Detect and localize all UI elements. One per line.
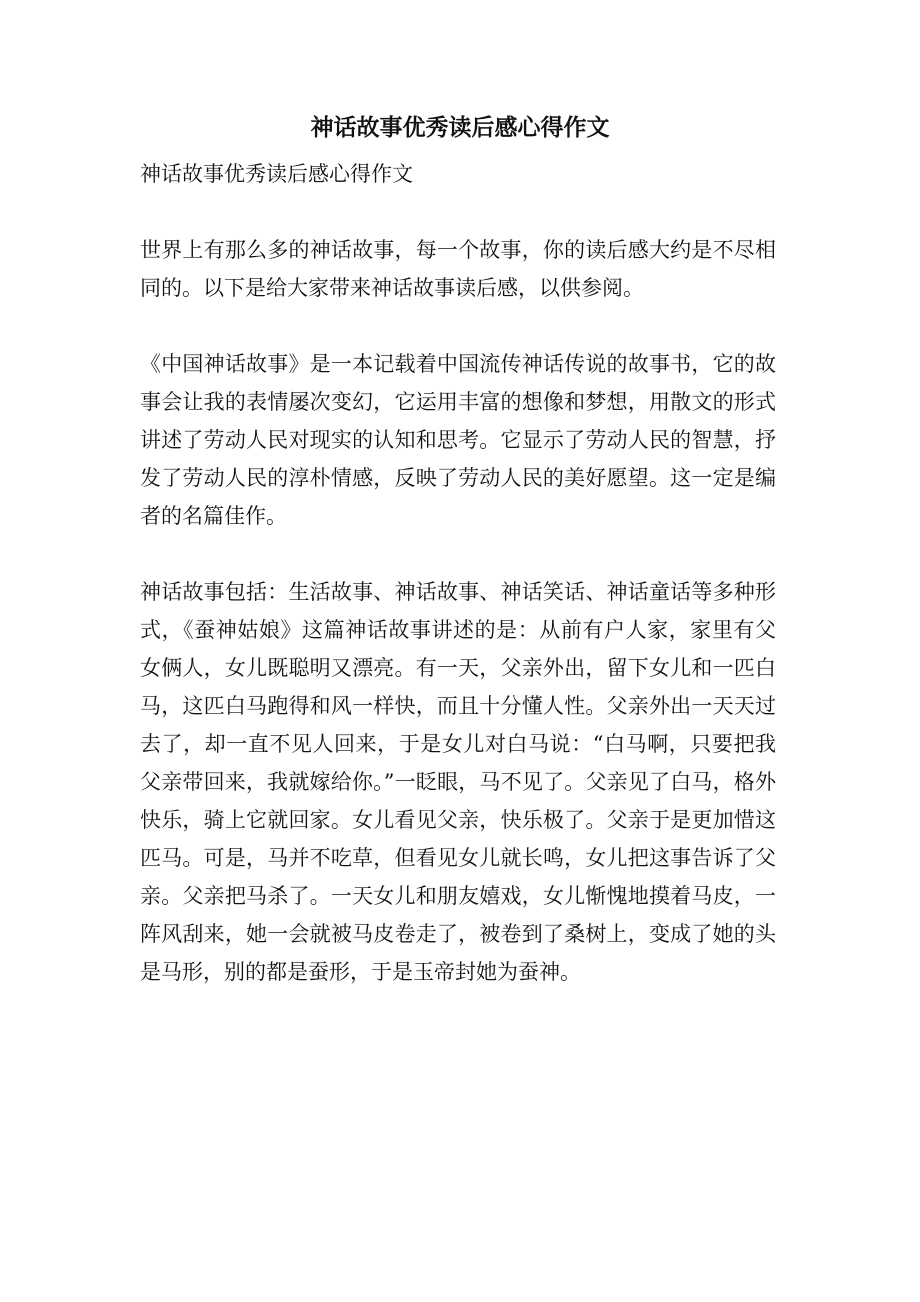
document-body: [140, 155, 776, 991]
document-title: 神话故事优秀读后感心得作文: [310, 114, 610, 141]
document-subtitle: 神话故事优秀读后感心得作文: [140, 162, 413, 186]
paragraph-book-review: 《中国神话故事》是一本记载着中国流传神话传说的故事书，它的故事会让我的表情屡次变幻，它运用丰富的想像和梦想，用散文的形式讲述了劳动人民对现实的认知和思考。它显示了劳动人民的智慧，抒发了劳动人民的淳朴情感，反映了劳动人民的美好愿望。这一定是编者的名篇佳作。: [140, 352, 776, 528]
paragraph-silkworm-story: 神话故事包括：生活故事、神话故事、神话笑话、神话童话等多种形式，《蚕神姑娘》这篇神话故事讲述的是：从前有户人家，家里有父女俩人，女儿既聪明又漂亮。有一天，父亲外出，留下女儿和一匹白马，这匹白马跑得和风一样快，而且十分懂人性。父亲外出一天天过去了，却一直不见人回来，于是女儿对白马说：“白马啊，只要把我父亲带回来，我就嫁给你。”一眨眼，马不见了。父亲见了白马，格外快乐，骑上它就回家。女儿看见父亲，快乐极了。父亲于是更加惜这匹马。可是，马并不吃草，但看见女儿就长鸣，女儿把这事告诉了父亲。父亲把马杀了。一天女儿和朋友嬉戏，女儿惭愧地摸着马皮，一阵风刮来，她一会就被马皮卷走了，被卷到了桑树上，变成了她的头是马形，别的都是蚕形，于是玉帝封她为蚕神。: [140, 580, 776, 984]
paragraph-intro: 世界上有那么多的神话故事，每一个故事，你的读后感大约是不尽相同的。以下是给大家带来神话故事读后感，以供参阅。: [140, 238, 776, 300]
